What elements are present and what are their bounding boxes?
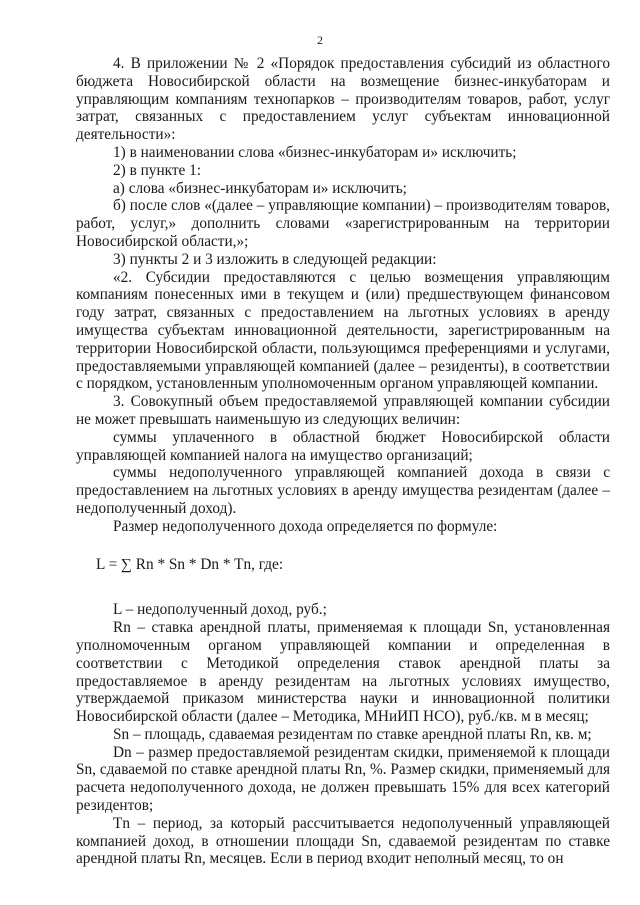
paragraph-subitem-b: б) после слов «(далее – управляющие компании) – производителям товаров, работ, услуг,» дополнить словами «зарегистрированным на территории Новосибирской области,»; — [76, 197, 610, 250]
paragraph-subitem-1: 1) в наименовании слова «бизнес-инкубаторам и» исключить; — [113, 143, 517, 161]
paragraph-tax-sum: суммы уплаченного в областной бюджет Новосибирской области управляющей компанией налога на имущество организаций; — [76, 428, 610, 464]
paragraph-lost-income: суммы недополученного управляющей компанией дохода в связи с предоставлением на льготных условиях в аренду имущества резидентам (далее – недополученный доход). — [76, 464, 610, 517]
paragraph-clause-3: 3. Совокупный объем предоставляемой управляющей компании субсидии не может превышать наименьшую из следующих величин: — [76, 393, 610, 428]
definition-tn: Tn – период, за который рассчитывается недополученный управляющей компанией доход, в отношении площади Sn, сдаваемой резидентам по ставке арендной платы Rn, месяцев. Если в период входит неполный месяц, то он — [76, 814, 610, 868]
definition-l: L – недополученный доход, руб.; — [113, 601, 327, 619]
paragraph-clause-2: «2. Субсидии предоставляются с целью возмещения управляющим компаниям понесенных ими в текущем и (или) предшествующем финансовом году затрат, связанных с предоставлением на льготных условиях в аренду имущества субъектам инновационной деятельности, зарегистрированным на территории Новосибирской области, пользующимся преференциями и услугами, предоставляемыми управляющей компанией (далее – резиденты), в соответствии с порядком, установленным уполномоченным органом управляющей компании. — [76, 268, 610, 393]
definition-sn: Sn – площадь, сдаваемая резидентам по ставке арендной платы Rn, кв. м; — [113, 725, 592, 743]
formula: L = ∑ Rn * Sn * Dn * Tn, где: — [96, 555, 284, 573]
paragraph-formula-intro: Размер недополученного дохода определяется по формуле: — [113, 517, 498, 535]
definition-rn: Rn – ставка арендной платы, применяемая к площади Sn, установленная уполномоченным органом управляющей компании и определенная в соответствии с Методикой определения ставок арендной платы за предоставляемое в аренду резидентам на льготных условиях имущество, утверждаемой приказом министерства науки и инновационной политики Новосибирской области (далее – Методика, МНиИП НСО), руб./кв. м в месяц; — [76, 619, 610, 726]
paragraph-subitem-3: 3) пункты 2 и 3 изложить в следующей редакции: — [113, 250, 437, 268]
paragraph-subitem-2: 2) в пункте 1: — [113, 161, 202, 179]
paragraph-subitem-a: а) слова «бизнес-инкубаторам и» исключить; — [113, 179, 407, 197]
document-body — [76, 55, 610, 868]
page-number: 2 — [317, 33, 323, 47]
definition-dn: Dn – размер предоставляемой резидентам скидки, применяемой к площади Sn, сдаваемой по ставке арендной платы Rn, %. Размер скидки, применяемый для расчета недополученного дохода, не должен превышать 15% для всех категорий резидентов; — [76, 743, 610, 815]
paragraph-item-4: 4. В приложении № 2 «Порядок предоставления субсидий из областного бюджета Новосибирской области на возмещение бизнес-инкубаторам и управляющим компаниям технопарков – производителям товаров, работ, услуг затрат, связанных с предоставлением услуг субъектам инновационной деятельности»: — [76, 55, 610, 144]
